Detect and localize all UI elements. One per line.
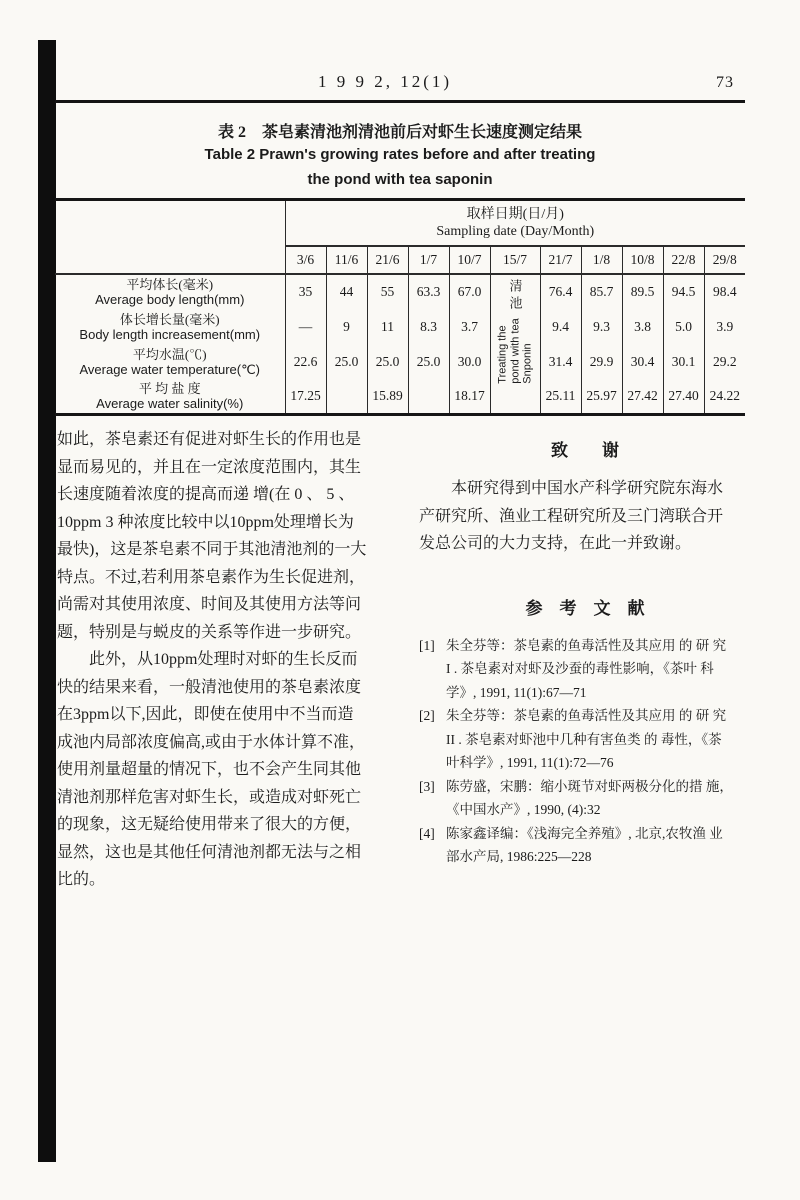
body-right-column [419, 426, 751, 869]
acknowledgement-text [419, 475, 751, 558]
table-cell: 27.42 [622, 379, 663, 414]
table-cell [408, 379, 449, 414]
paragraph-line: 在3ppm以下,因此，即使在使用中不当而造 [57, 706, 354, 723]
paragraph-line: 使用剂量超量的情况下，也不会产生同其他 [57, 761, 362, 778]
paragraph-line: 成池内局部浓度偏高,或由于水体计算不准， [57, 733, 366, 751]
table-cell: 76.4 [540, 274, 581, 309]
table-cell: 9 [326, 309, 367, 344]
treating-label-en: Treating the pond with tea Snponin [496, 317, 534, 384]
table-cell: 15.89 [367, 379, 408, 414]
table-cell: 3.9 [704, 309, 745, 344]
reference-marker: [2] [419, 708, 435, 723]
sampling-date-group-header [285, 200, 745, 247]
table-cell: 11 [367, 309, 408, 344]
table-cell: 3.8 [622, 309, 663, 344]
table-cell: 63.3 [408, 274, 449, 309]
paragraph-line: 的现象，这无疑给使用带来了很大的方便， [57, 816, 362, 833]
reference-text: 陈劳盛，宋鹏：缩小斑节对虾两极分化的措 施， [446, 778, 733, 794]
date-col: 29/8 [704, 246, 745, 274]
row-label: 平 均 盐 度 Average water salinity(%) [96, 380, 244, 411]
table-cell: 9.4 [540, 309, 581, 344]
paragraph-line: 此外，从10ppm处理时对虾的生长反而 [57, 651, 358, 668]
table-cell: 30.0 [449, 344, 490, 379]
table-cell: — [285, 309, 326, 344]
reference-text: 朱全芬等：茶皂素的鱼毒活性及其应用 的 研 究 [446, 637, 727, 653]
row-label: 平均体长(毫米) Average body length(mm) [95, 277, 245, 307]
reference-marker: [4] [419, 825, 435, 841]
date-col: 10/7 [449, 246, 490, 274]
row-label: 体长增长量(毫米) Body length increasement(mm) [79, 311, 261, 342]
reference-text: 学》, 1991, 11(1):67—71 [446, 684, 587, 700]
paragraph-line: 如此，茶皂素还有促进对虾生长的作用也是 [57, 431, 362, 448]
table-cell: 89.5 [622, 274, 663, 309]
date-col: 11/6 [326, 246, 367, 274]
paragraph-line: 快的结果来看，一般清池使用的茶皂素浓度 [57, 678, 362, 696]
reference-item [419, 634, 751, 705]
table-row [55, 309, 745, 344]
table-cell [326, 379, 367, 414]
date-col: 21/6 [367, 246, 408, 274]
table-row [55, 274, 745, 309]
paragraph-line: 显而易见的，并且在一定浓度范围内，其生 [57, 458, 362, 476]
row-label-header [55, 200, 285, 275]
table-cell: 30.1 [663, 344, 704, 379]
paragraph-line: 比的。 [57, 871, 106, 888]
page-number: 73 [716, 74, 734, 91]
table-cell: 29.9 [581, 344, 622, 379]
journal-issue: 1 9 9 2, 12(1) [317, 72, 453, 91]
reference-item [419, 704, 751, 775]
date-col: 1/8 [581, 246, 622, 274]
paragraph-line: 最快)，这是茶皂素不同于其池清池剂的一大 [57, 541, 367, 558]
paragraph-line: 显然，这也是其他任何清池剂都无法与之相 [57, 843, 362, 861]
reference-text: 朱全芬等：茶皂素的鱼毒活性及其应用 的 研 究 [446, 708, 727, 723]
table-caption-zh: 表 2 茶皂素清池剂清池前后对虾生长速度测定结果 [217, 124, 582, 141]
table-cell: 22.6 [285, 344, 326, 379]
acknowledgement-title: 致 谢 [551, 441, 619, 460]
paragraph-line: 10ppm 3 种浓度比较中以10ppm处理增长为 [57, 513, 354, 531]
table-cell: 25.0 [367, 344, 408, 379]
reference-text: II . 茶皂素对虾池中几种有害鱼类 的 毒性，《茶 [446, 731, 722, 747]
paragraph-line: 产研究所、渔业工程研究所及三门湾联合开 [419, 507, 724, 525]
header-rule [55, 100, 745, 103]
sampling-date-zh: 取样日期(日/月) [466, 207, 564, 222]
table-caption-en-line2: the pond with tea saponin [307, 171, 493, 188]
references-title: 参 考 文 献 [525, 598, 645, 618]
table-cell: 30.4 [622, 344, 663, 379]
table-cell: 25.0 [408, 344, 449, 379]
table-cell: 55 [367, 274, 408, 309]
paragraph-line: 尚需对其使用浓度、时间及其使用方法等问 [57, 596, 362, 613]
growth-rate-table [55, 198, 745, 416]
table-cell: 9.3 [581, 309, 622, 344]
table-cell: 3.7 [449, 309, 490, 344]
paragraph-line: 清池剂那样危害对虾生长，或造成对虾死亡 [57, 788, 362, 806]
reference-list [419, 634, 751, 869]
reference-item [419, 822, 751, 869]
treating-pond-merged-cell [490, 274, 540, 414]
paragraph-line: 本研究得到中国水产科学研究院东海水 [419, 480, 724, 497]
reference-text: 叶科学》, 1991, 11(1):72—76 [446, 755, 614, 770]
table-caption-en-line1: Table 2 Prawn's growing rates before and after treating [204, 146, 596, 163]
table-cell: 27.40 [663, 379, 704, 414]
table-cell: 5.0 [663, 309, 704, 344]
table-cell: 94.5 [663, 274, 704, 309]
reference-text: 《中国水产》, 1990, (4):32 [446, 802, 601, 817]
date-col: 15/7 [490, 246, 540, 274]
reference-marker: [1] [419, 637, 435, 653]
reference-text: I . 茶皂素对对虾及沙蚕的毒性影响，《茶叶 科 [446, 661, 714, 676]
table-cell: 85.7 [581, 274, 622, 309]
reference-item [419, 775, 751, 822]
treating-label-zh: 清池 [507, 279, 523, 313]
date-col: 10/8 [622, 246, 663, 274]
table-cell: 98.4 [704, 274, 745, 309]
table-cell: 44 [326, 274, 367, 309]
table-cell: 17.25 [285, 379, 326, 414]
table-cell: 67.0 [449, 274, 490, 309]
body-left-column [57, 426, 397, 894]
scan-gutter-bar [38, 40, 56, 1162]
paragraph-line: 特点。不过,若利用茶皂素作为生长促进剂， [57, 568, 366, 586]
table-cell: 25.97 [581, 379, 622, 414]
reference-marker: [3] [419, 778, 435, 794]
date-col: 3/6 [285, 246, 326, 274]
growth-rate-table-wrap [55, 198, 745, 416]
table-cell: 25.11 [540, 379, 581, 414]
reference-text: 陈家鑫译编：《浅海完全养殖》, 北京,农牧渔 业 [446, 825, 723, 841]
table-cell: 18.17 [449, 379, 490, 414]
table-cell: 8.3 [408, 309, 449, 344]
paragraph-line: 题，特别是与蜕皮的关系等作进一步研究。 [57, 623, 362, 641]
date-col: 22/8 [663, 246, 704, 274]
table-cell: 24.22 [704, 379, 745, 414]
paragraph-line: 长速度随着浓度的提高而递 增(在 0 、 5 、 [57, 486, 355, 503]
table-cell: 29.2 [704, 344, 745, 379]
table-row [55, 379, 745, 414]
table-cell: 31.4 [540, 344, 581, 379]
date-col: 21/7 [540, 246, 581, 274]
sampling-date-en: Sampling date (Day/Month) [436, 224, 595, 239]
reference-text: 部水产局, 1986:225—228 [446, 849, 592, 864]
row-label: 平均水温(℃) Average water temperature(℃) [79, 346, 261, 377]
date-col: 1/7 [408, 246, 449, 274]
table-cell: 25.0 [326, 344, 367, 379]
table-cell: 35 [285, 274, 326, 309]
paragraph-line: 发总公司的大力支持，在此一并致谢。 [419, 535, 692, 552]
table-row [55, 344, 745, 379]
